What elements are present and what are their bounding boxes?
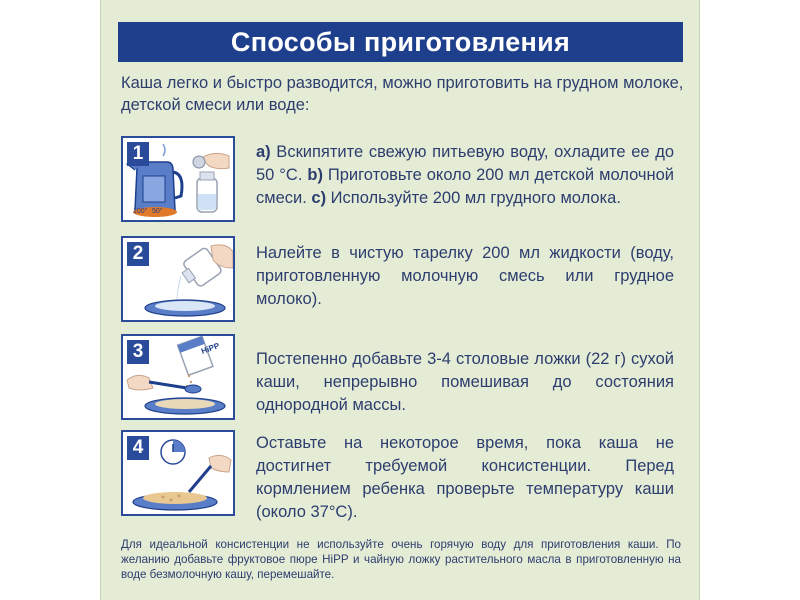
step-4-number: 4: [127, 436, 149, 460]
intro-text: Каша легко и быстро разводится, можно приготовить на грудном молоке, детской смеси или воде:: [121, 74, 684, 114]
step-1-part-b-label: b): [307, 166, 323, 184]
step-4: [121, 430, 686, 521]
kettle-scale-100: 100°: [133, 208, 148, 215]
step-3-number: 3: [127, 340, 149, 364]
step-3-illustration: [121, 334, 235, 420]
step-2-text: Налейте в чистую тарелку 200 мл жидкости (воду, приготовленную молочную смесь или грудное молоко).: [256, 244, 674, 308]
step-1-number: 1: [127, 142, 149, 166]
step-1-part-b-text: Приготовьте около 200 мл детской молочной смеси.: [256, 166, 674, 207]
step-1-part-a-label: a): [256, 143, 271, 161]
step-1-text: [256, 141, 674, 210]
step-1-illustration: [121, 136, 235, 222]
instructions-panel: [100, 0, 700, 600]
kettle-scale-50: 50°: [152, 208, 163, 215]
hipp-box-brand: HiPP: [200, 341, 221, 356]
step-2-number: 2: [127, 242, 149, 266]
step-2-illustration: [121, 236, 235, 322]
step-2: [121, 236, 686, 324]
step-1-part-c-label: c): [311, 189, 327, 207]
step-4-illustration: [121, 430, 235, 516]
step-1: [121, 136, 686, 224]
step-1-part-a-text: Вскипятите свежую питьевую воду, охладите ее до 50 °C.: [256, 143, 674, 184]
page-title: Способы приготовления: [118, 22, 683, 62]
step-3-text: Постепенно добавьте 3-4 столовые ложки (22 г) сухой каши, непрерывно помешивая до состояния однородной массы.: [256, 350, 674, 414]
footnote: Для идеальной консистенции не используйте очень горячую воду для приготовления каши. По желанию добавьте фруктовое пюре HiPP и чайную ложку растительного масла в приготовленную на воде безмолочную кашу, перемешайте.: [121, 538, 681, 581]
step-1-part-c-text: Используйте 200 мл грудного молока.: [326, 189, 621, 207]
step-4-text: Оставьте на некоторое время, пока каша не достигнет требуемой консистенции. Перед кормлением ребенка проверьте температуру каши (около 37°C).: [256, 434, 674, 521]
step-3: [121, 334, 686, 422]
